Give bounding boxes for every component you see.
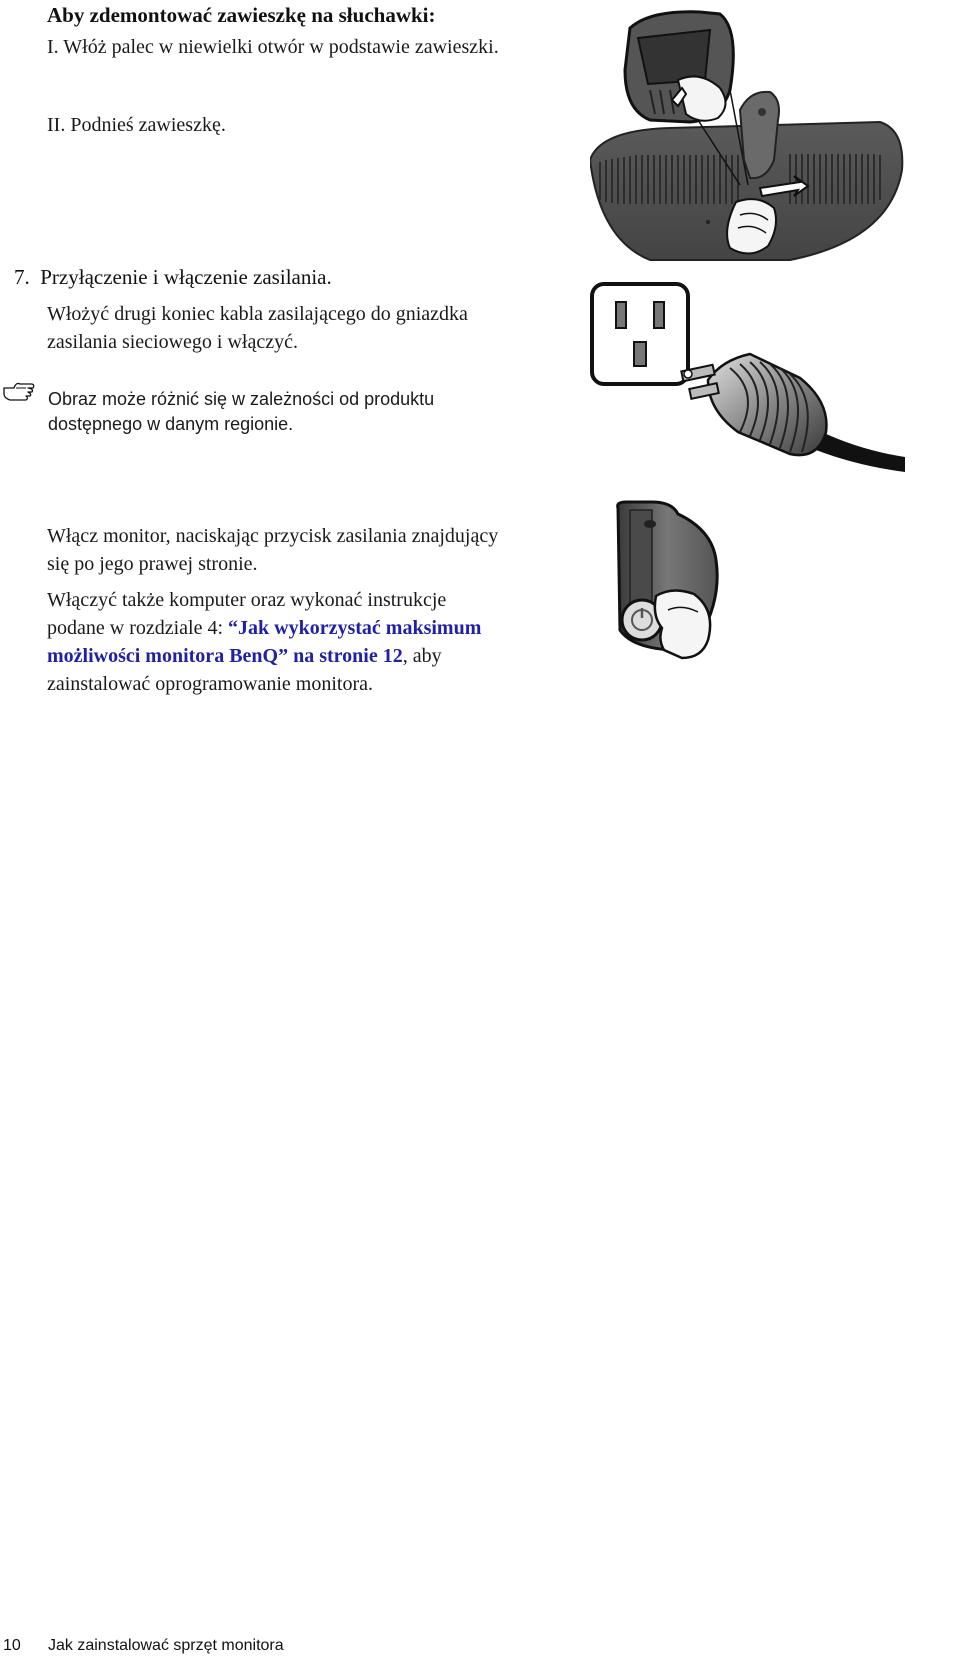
power-step-heading-text: 7. Przyłączenie i włączenie zasilania.: [14, 265, 332, 289]
pointing-hand-icon: [2, 380, 38, 402]
computer-instruction-line-3: [47, 642, 442, 670]
computer-instruction-plain: podane w rozdziale 4:: [47, 617, 229, 639]
power-instruction-line-1: Włożyć drugi koniec kabla zasilającego do gniazdka: [47, 303, 468, 325]
computer-instruction-line-2: [47, 614, 481, 642]
headphone-hook-title: Aby zdemontować zawieszkę na słuchawki:: [47, 3, 436, 27]
note-line-2: dostępnego w danym regionie.: [48, 414, 294, 434]
headphone-hook-step-2: II. Podnieś zawieszkę.: [47, 114, 226, 136]
chapter-link-part-2[interactable]: możliwości monitora BenQ” na stronie 12: [47, 645, 403, 667]
power-button-illustration: [612, 500, 722, 660]
page-number: 10: [3, 1637, 21, 1654]
computer-instruction-line-1: Włączyć także komputer oraz wykonać instrukcje: [47, 589, 447, 611]
note-line-1: Obraz może różnić się w zależności od produktu: [48, 389, 435, 409]
computer-instruction-tail: , aby: [402, 645, 442, 667]
power-step-heading: [14, 263, 332, 291]
headphone-hook-illustration: [590, 10, 905, 262]
monitor-power-line-2: się po jego prawej stronie.: [47, 553, 258, 575]
chapter-link-part-1[interactable]: “Jak wykorzystać maksimum: [228, 617, 482, 639]
headphone-hook-step-1: I. Włóż palec w niewielki otwór w podstawie zawieszki.: [47, 36, 499, 58]
computer-instruction-line-4: zainstalować oprogramowanie monitora.: [47, 673, 373, 695]
power-outlet-plug-illustration: [590, 282, 905, 472]
monitor-power-line-1: Włącz monitor, naciskając przycisk zasilania znajdujący: [47, 525, 499, 547]
power-instruction-line-2: zasilania sieciowego i włączyć.: [47, 331, 298, 353]
chapter-title: Jak zainstalować sprzęt monitora: [48, 1637, 284, 1654]
